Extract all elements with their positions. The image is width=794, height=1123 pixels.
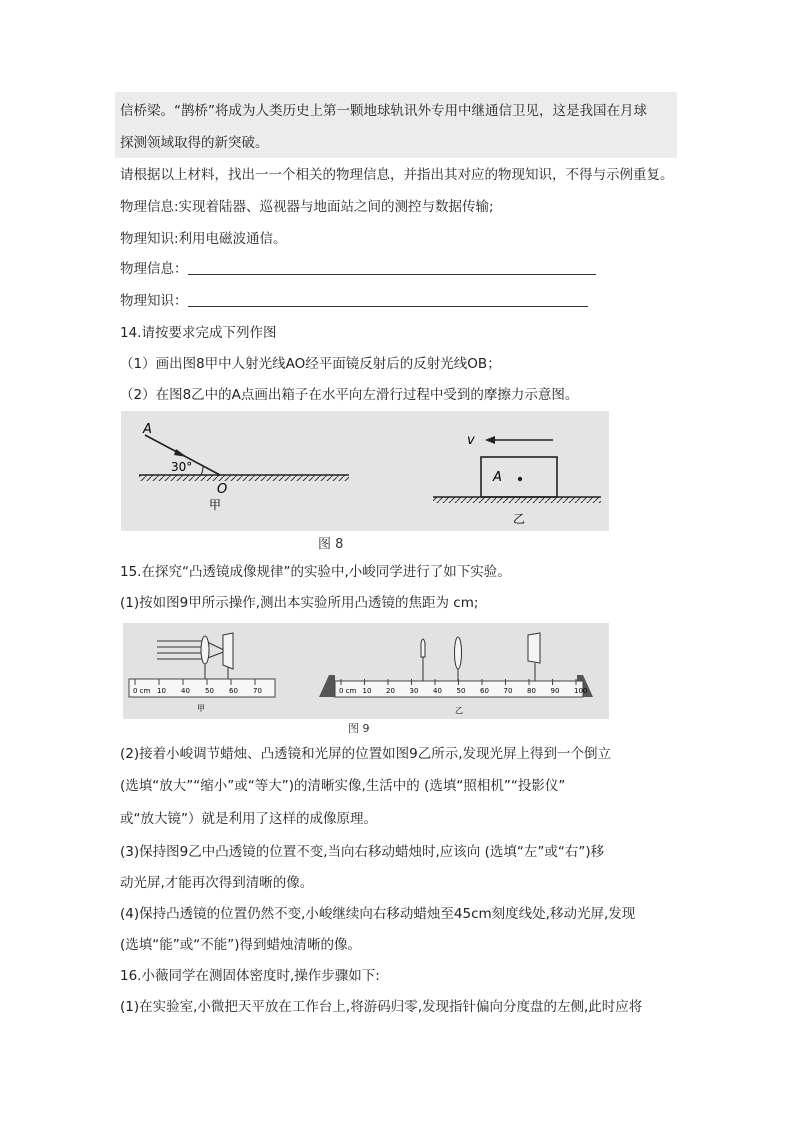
ruler-tick-label: 70 bbox=[503, 687, 513, 695]
q15-title: 15.在探究“凸透镜成像规律”的实验中,小峻同学进行了如下实验。 bbox=[120, 564, 511, 580]
ruler-tick-label: 30 bbox=[409, 687, 419, 695]
bench-left-foot bbox=[319, 675, 335, 697]
q13-example-info: 物理信息:实现着陆器、巡视器与地面站之间的测控与数据传输; bbox=[120, 199, 494, 215]
ruler-tick-label: 40 bbox=[433, 687, 442, 695]
q15-p4a: (4)保持凸透镜的位置仍然不变,小峻继续向右移动蜡烛至45cm刻度线处,移动光屏,发现 bbox=[120, 906, 636, 922]
q13-blank-knowledge bbox=[120, 292, 588, 310]
q15-p4b: (选填“能”或“不能”)得到蜡烛清晰的像。 bbox=[120, 937, 362, 953]
light-screen-2 bbox=[528, 633, 540, 663]
ruler-tick-label: 50 bbox=[205, 687, 214, 695]
q15-p3a: (3)保持图9乙中凸透镜的位置不变,当向右移动蜡烛时,应该向 (选填“左”或“右”)移 bbox=[120, 844, 605, 860]
ruler-tick-label: 80 bbox=[527, 687, 536, 695]
ruler-tick-label: 90 bbox=[550, 687, 560, 695]
blank-knowledge-label: 物理知识： bbox=[120, 293, 188, 309]
label-yi: 乙 bbox=[513, 512, 526, 526]
answer-blank-knowledge[interactable] bbox=[188, 292, 588, 307]
box-label-A: A bbox=[493, 470, 502, 485]
velocity-arrow-icon bbox=[485, 436, 495, 444]
figure-9 bbox=[123, 623, 609, 719]
q14-title: 14.请按要求完成下列作图 bbox=[120, 325, 277, 341]
ruler-tick-label: 70 bbox=[253, 687, 262, 695]
q13-example-knowledge: 物理知识:利用电磁波通信。 bbox=[120, 231, 287, 247]
figure-8-caption: 图 8 bbox=[318, 537, 344, 552]
figure-8 bbox=[121, 411, 609, 531]
convex-lens bbox=[201, 636, 209, 664]
figure-9-caption: 图 9 bbox=[348, 722, 370, 735]
paragraph-line-2: 探测领域取得的新突破。 bbox=[120, 135, 269, 151]
q15-p3b: 动光屏,才能再次得到清晰的像。 bbox=[120, 875, 314, 891]
ruler-tick-label: 60 bbox=[480, 687, 489, 695]
fig9-label-jia: 甲 bbox=[197, 704, 205, 713]
label-A: A bbox=[143, 422, 152, 437]
label-jia: 甲 bbox=[209, 498, 222, 512]
ruler-tick-label: 20 bbox=[386, 687, 395, 695]
ruler-tick-label: 0 cm bbox=[339, 687, 357, 695]
q15-p2a: (2)接着小峻调节蜡烛、凸透镜和光屏的位置如图9乙所示,发现光屏上得到一个倒立 bbox=[120, 746, 612, 762]
q14-item-2: （2）在图8乙中的A点画出箱子在水平向左滑行过程中受到的摩擦力示意图。 bbox=[120, 387, 579, 403]
light-screen bbox=[223, 633, 233, 669]
ruler-tick-label: 100 bbox=[574, 687, 588, 695]
mirror-hatching bbox=[139, 475, 349, 481]
point-A bbox=[518, 477, 522, 481]
q15-p1: (1)按如图9甲所示操作,测出本实验所用凸透镜的焦距为 cm; bbox=[120, 595, 479, 611]
velocity-label: v bbox=[467, 433, 475, 448]
q15-p2c: 或“放大镜”）就是利用了这样的成像原理。 bbox=[120, 811, 377, 827]
q14-item-1: （1）画出图8甲中人射光线AO经平面镜反射后的反射光线OB； bbox=[120, 356, 501, 372]
ruler-tick-label: 0 cm bbox=[133, 687, 151, 695]
candle bbox=[421, 639, 425, 657]
answer-blank-info[interactable] bbox=[188, 260, 596, 275]
blank-info-label: 物理信息： bbox=[120, 261, 188, 277]
convex-lens-2 bbox=[455, 637, 462, 669]
parallel-rays bbox=[157, 641, 226, 659]
fig9-label-yi: 乙 bbox=[455, 706, 463, 715]
q13-blank-info bbox=[120, 260, 596, 278]
q16-p1: (1)在实验室,小微把天平放在工作台上,将游码归零,发现指针偏向分度盘的左侧,此时应将 bbox=[120, 999, 643, 1015]
ray-arrow-icon bbox=[174, 449, 187, 457]
ruler-tick-label: 40 bbox=[181, 687, 190, 695]
angle-label: 30° bbox=[171, 460, 193, 474]
q15-p2b: (选填“放大”“缩小”或“等大”)的清晰实像,生活中的 (选填“照相机”“投影仪” bbox=[120, 778, 566, 794]
ground-hatching bbox=[433, 497, 601, 503]
q13-instruction: 请根据以上材料，找出一一个相关的物理信息，并指出其对应的物现知识，不得与示例重复。 bbox=[120, 167, 674, 183]
ruler-tick-label: 60 bbox=[229, 687, 238, 695]
ruler-tick-label: 50 bbox=[456, 687, 466, 695]
paragraph-line-1: 信桥梁。“鹊桥”将成为人类历史上第一颗地球轨讯外专用中继通信卫见，这是我国在月球 bbox=[120, 103, 647, 119]
ruler-tick-label: 10 bbox=[362, 687, 372, 695]
ruler-tick-label: 10 bbox=[157, 687, 166, 695]
q16-title: 16.小薇同学在测固体密度时,操作步骤如下: bbox=[120, 968, 380, 984]
label-O: O bbox=[217, 482, 228, 497]
